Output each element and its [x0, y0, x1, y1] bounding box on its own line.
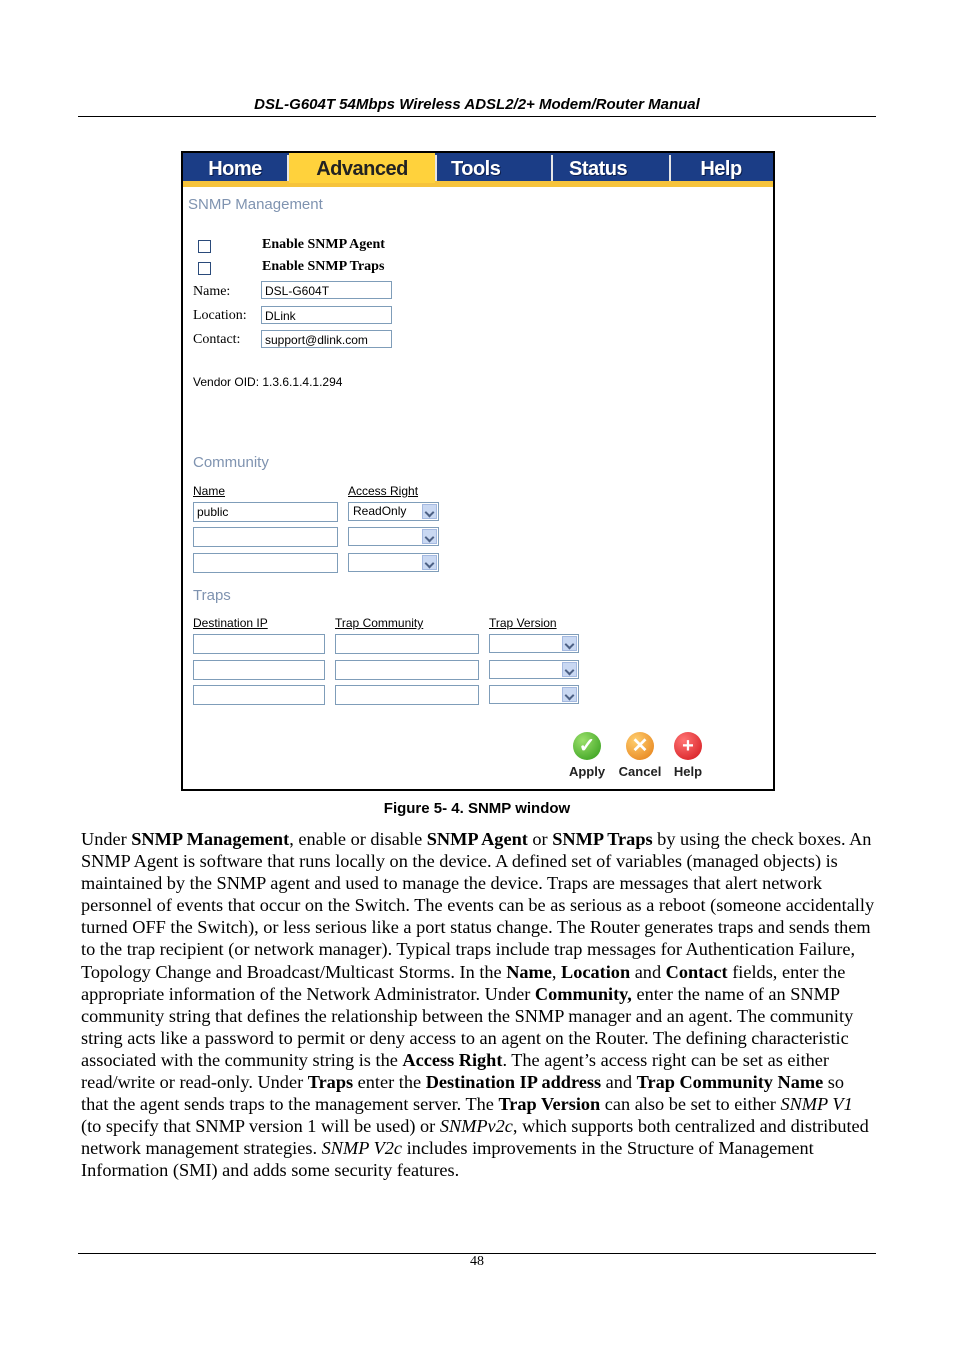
name-input[interactable]: DSL-G604T — [261, 281, 392, 299]
community-name-input-1[interactable]: public — [193, 502, 338, 522]
chevron-down-icon — [562, 636, 577, 651]
help-button[interactable]: + Help — [670, 732, 706, 779]
location-label: Location: — [193, 308, 247, 323]
figure-caption: Figure 5- 4. SNMP window — [383, 800, 571, 817]
trap-version-select-2[interactable] — [489, 660, 579, 679]
enable-snmp-agent-checkbox[interactable] — [198, 240, 211, 253]
header-rule — [78, 116, 876, 117]
trap-community-header: Trap Community — [335, 616, 424, 630]
vendor-oid: Vendor OID: 1.3.6.1.4.1.294 — [193, 375, 343, 389]
checkmark-icon: ✓ — [573, 732, 601, 760]
manual-header-title: DSL-G604T 54Mbps Wireless ADSL2/2+ Modem/Router Manual — [254, 96, 700, 113]
trap-version-select-1[interactable] — [489, 634, 579, 653]
enable-snmp-agent-label: Enable SNMP Agent — [262, 237, 385, 252]
trap-destination-input-2[interactable] — [193, 660, 325, 680]
snmp-management-title: SNMP Management — [188, 196, 323, 213]
snmp-window-screenshot — [181, 151, 775, 791]
enable-snmp-traps-checkbox[interactable] — [198, 262, 211, 275]
enable-snmp-traps-label: Enable SNMP Traps — [262, 259, 385, 274]
community-access-select-3[interactable] — [348, 553, 439, 572]
trap-destination-header: Destination IP — [193, 616, 268, 630]
community-name-header: Name — [193, 484, 226, 498]
chevron-down-icon — [562, 687, 577, 702]
community-name-input-2[interactable] — [193, 527, 338, 547]
cancel-x-icon: ✕ — [626, 732, 654, 760]
tab-tools[interactable]: Tools — [451, 158, 501, 180]
nav-tab-bar — [183, 153, 773, 187]
body-paragraph: Under SNMP Management, enable or disable SNMP Agent or SNMP Traps by using the check boxes. An SNMP Agent is software that runs locally on the device. A defined set of variables (managed objects) is maintained by the SNMP agent and used to manage the device. Traps are messages that alert network personnel of events that occur on the Switch. The events can be as serious as a reboot (someone accidentally turned OFF the Switch), or less serious like a port status change. The Router generates traps and sends them to the trap recipient (or network manager). Typical traps include trap messages for Authentication Failure, Topology Change and Broadcast/Multicast Storms. In the Name, Location and Contact fields, enter the appropriate information of the Network Administrator. Under Community, enter the name of an SNMP community string that defines the relationship between the SNMP manager and an agent. The community string acts like a password to permit or deny access to an agent on the Router. The defining characteristic associated with the community string is the Access Right. The agent’s access right can be set as either read/write or read-only. Under Traps enter the Destination IP address and Trap Community Name so that the agent sends traps to the management server. The Trap Version can also be set to either SNMP V1 (to specify that SNMP version 1 will be used) or SNMPv2c, which supports both centralized and distributed network management strategies. SNMP V2c includes improvements in the Structure of Management Information (SMI) and adds some security features. — [81, 829, 875, 1181]
trap-community-input-3[interactable] — [335, 685, 479, 705]
community-access-select-1[interactable]: ReadOnly — [348, 502, 439, 521]
tab-advanced[interactable]: Advanced — [289, 153, 435, 183]
community-access-header: Access Right — [348, 484, 419, 498]
traps-title: Traps — [193, 587, 231, 604]
location-input[interactable]: DLink — [261, 306, 392, 324]
trap-community-input-1[interactable] — [335, 634, 479, 654]
trap-version-select-3[interactable] — [489, 685, 579, 704]
contact-label: Contact: — [193, 332, 241, 347]
tab-status[interactable]: Status — [569, 158, 628, 180]
chevron-down-icon — [422, 504, 437, 519]
trap-destination-input-3[interactable] — [193, 685, 325, 705]
tab-home[interactable]: Home — [208, 158, 262, 180]
community-title: Community — [193, 454, 269, 471]
trap-community-input-2[interactable] — [335, 660, 479, 680]
trap-version-header: Trap Version — [489, 616, 557, 630]
name-label: Name: — [193, 284, 231, 299]
chevron-down-icon — [422, 529, 437, 544]
cancel-button[interactable]: ✕ Cancel — [615, 732, 665, 779]
tab-help[interactable]: Help — [700, 158, 742, 180]
chevron-down-icon — [422, 555, 437, 570]
plus-icon: + — [674, 732, 702, 760]
trap-destination-input-1[interactable] — [193, 634, 325, 654]
community-access-select-2[interactable] — [348, 527, 439, 546]
apply-button[interactable]: ✓ Apply — [565, 732, 609, 779]
page-number: 48 — [470, 1254, 484, 1269]
chevron-down-icon — [562, 662, 577, 677]
community-name-input-3[interactable] — [193, 553, 338, 573]
contact-input[interactable]: support@dlink.com — [261, 330, 392, 348]
